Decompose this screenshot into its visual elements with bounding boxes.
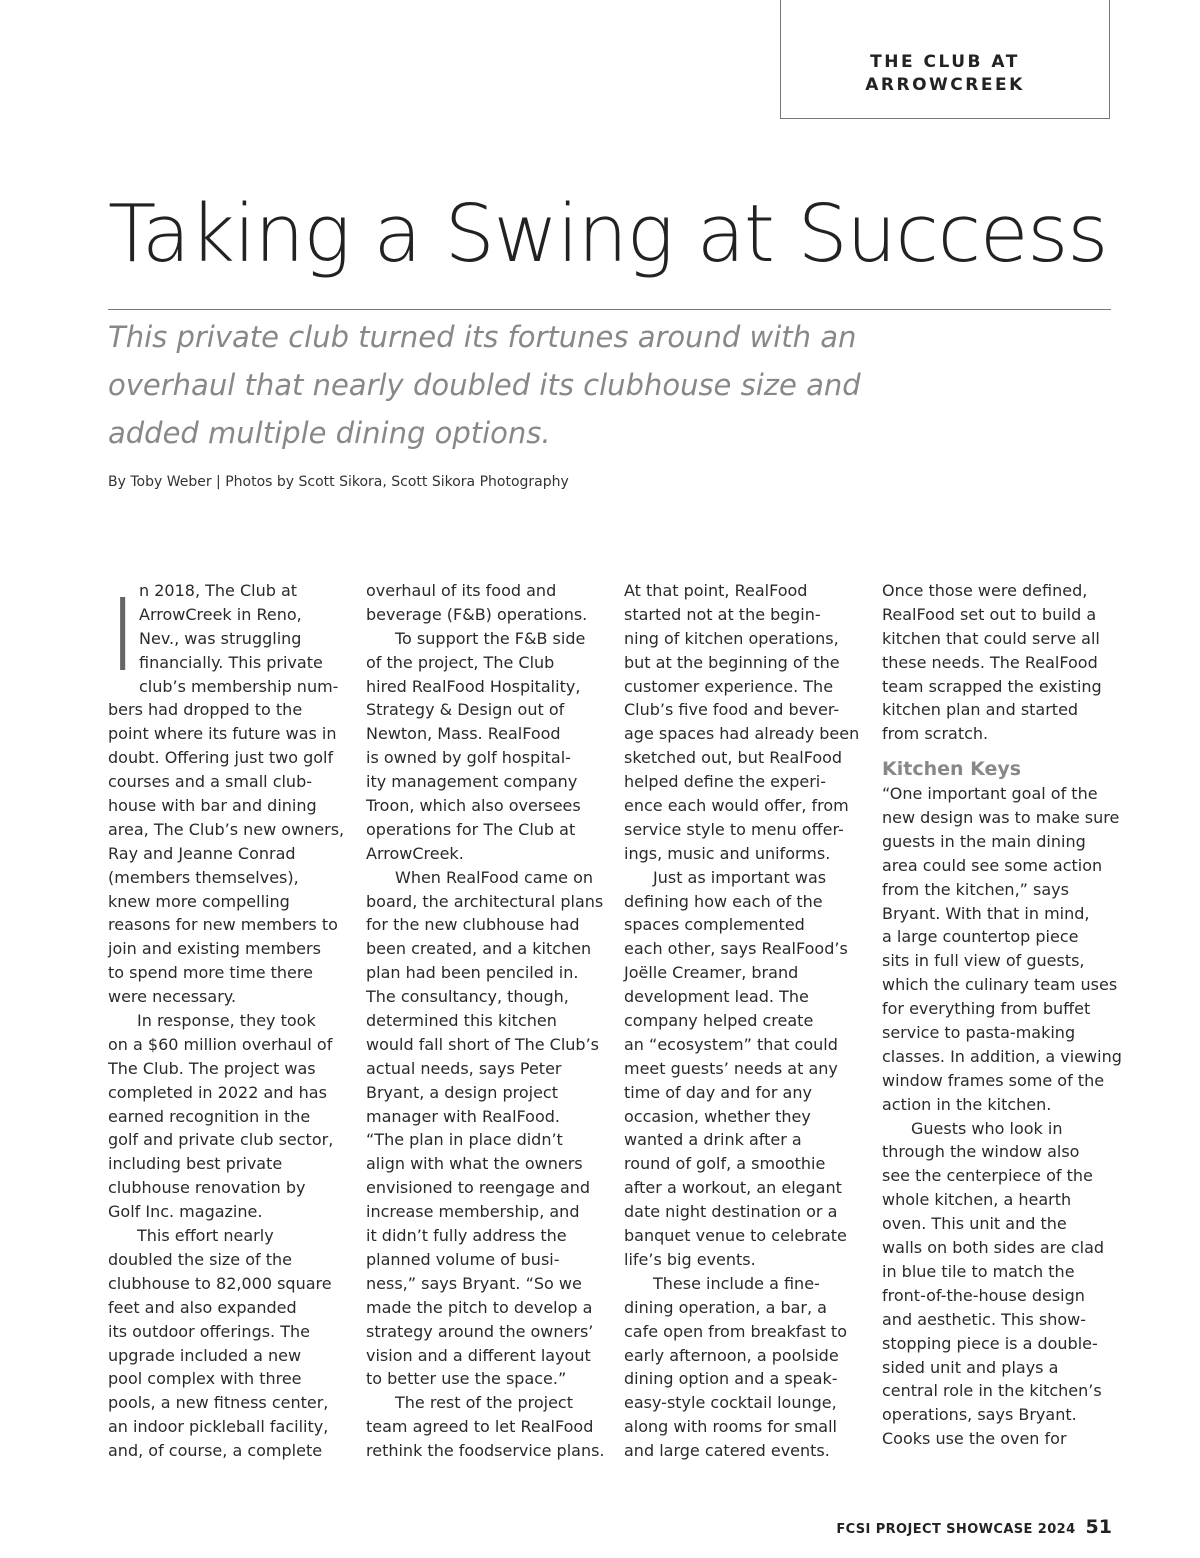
body-line: dining operation, a bar, a xyxy=(624,1297,827,1317)
body-line: of the project, The Club xyxy=(366,652,555,672)
body-line: ArrowCreek in Reno, xyxy=(139,604,302,624)
body-line: courses and a small club- xyxy=(108,772,312,792)
body-line: manager with RealFood. xyxy=(366,1106,560,1126)
drop-cap: I xyxy=(108,577,138,694)
body-line: pool complex with three xyxy=(108,1369,302,1389)
body-line: Ray and Jeanne Conrad xyxy=(108,843,296,863)
body-line: made the pitch to develop a xyxy=(366,1297,593,1317)
body-line: Joëlle Creamer, brand xyxy=(624,963,799,983)
body-line: sits in full view of guests, xyxy=(882,951,1085,971)
body-line: envisioned to reengage and xyxy=(366,1178,591,1198)
body-line: join and existing members xyxy=(108,939,321,959)
body-line: kitchen that could serve all xyxy=(882,628,1100,648)
body-line: its outdoor offerings. The xyxy=(108,1321,310,1341)
body-line: “One important goal of the xyxy=(882,784,1098,804)
body-line: plan had been penciled in. xyxy=(366,963,579,983)
body-line: dining option and a speak- xyxy=(624,1369,838,1389)
body-line: To support the F&B side xyxy=(395,628,586,648)
body-line: actual needs, says Peter xyxy=(366,1058,562,1078)
body-line: point where its future was in xyxy=(108,724,337,744)
body-line: for the new clubhouse had xyxy=(366,915,580,935)
body-line: date night destination or a xyxy=(624,1202,838,1222)
body-line: Bryant, a design project xyxy=(366,1082,558,1102)
body-line: life’s big events. xyxy=(624,1249,756,1269)
body-line: team scrapped the existing xyxy=(882,676,1102,696)
publication-name: FCSI PROJECT SHOWCASE 2024 xyxy=(836,1522,1076,1537)
body-line: to spend more time there xyxy=(108,963,313,983)
body-line: operations, says Bryant. xyxy=(882,1405,1077,1425)
body-line: The Club. The project was xyxy=(108,1058,316,1078)
body-line: upgrade included a new xyxy=(108,1345,302,1365)
body-line: sided unit and plays a xyxy=(882,1357,1059,1377)
byline: By Toby Weber | Photos by Scott Sikora, Scott Sikora Photography xyxy=(108,474,569,490)
body-line: is owned by golf hospital- xyxy=(366,748,571,768)
body-line: operations for The Club at xyxy=(366,819,576,839)
body-line: would fall short of The Club’s xyxy=(366,1034,600,1054)
body-line: banquet venue to celebrate xyxy=(624,1226,847,1246)
body-line: doubled the size of the xyxy=(108,1249,292,1269)
body-line: which the culinary team uses xyxy=(882,975,1118,995)
body-line: club’s membership num- xyxy=(139,676,339,696)
body-line: after a workout, an elegant xyxy=(624,1178,842,1198)
body-line: knew more compelling xyxy=(108,891,290,911)
body-line: defining how each of the xyxy=(624,891,823,911)
body-line: an “ecosystem” that could xyxy=(624,1034,838,1054)
body-line: area, The Club’s new owners, xyxy=(108,819,345,839)
body-line: bers had dropped to the xyxy=(108,700,303,720)
body-line: Golf Inc. magazine. xyxy=(108,1202,263,1222)
body-line: each other, says RealFood’s xyxy=(624,939,848,959)
body-line: n 2018, The Club at xyxy=(139,581,298,600)
body-line: wanted a drink after a xyxy=(624,1130,802,1150)
body-line: sketched out, but RealFood xyxy=(624,748,843,768)
body-line: along with rooms for small xyxy=(624,1417,837,1437)
page-number: 51 xyxy=(1085,1516,1112,1538)
body-line: spaces complemented xyxy=(624,915,805,935)
kitchen-keys-subhead: Kitchen Keys xyxy=(882,758,1022,781)
body-line: on a $60 million overhaul of xyxy=(108,1034,333,1054)
body-line: ning of kitchen operations, xyxy=(624,628,839,648)
body-line: and large catered events. xyxy=(624,1441,830,1461)
body-line: in blue tile to match the xyxy=(882,1261,1075,1281)
body-line: meet guests’ needs at any xyxy=(624,1058,838,1078)
body-line: early afternoon, a poolside xyxy=(624,1345,839,1365)
body-line: a large countertop piece xyxy=(882,927,1079,947)
body-line: Cooks use the oven for xyxy=(882,1429,1067,1449)
body-line: through the window also xyxy=(882,1142,1080,1162)
body-line: strategy around the owners’ xyxy=(366,1321,594,1341)
body-line: The consultancy, though, xyxy=(366,987,569,1007)
body-line: helped define the experi- xyxy=(624,772,826,792)
article-column-3 xyxy=(624,579,864,1463)
article-column-4 xyxy=(882,579,1122,1451)
deck-line: added multiple dining options. xyxy=(108,416,551,450)
body-line: Bryant. With that in mind, xyxy=(882,903,1090,923)
body-line: area could see some action xyxy=(882,855,1103,875)
body-line: and aesthetic. This show- xyxy=(882,1309,1087,1329)
page-title: Taking a Swing at Success xyxy=(108,188,1108,280)
body-line: for everything from buffet xyxy=(882,999,1091,1019)
body-line: This effort nearly xyxy=(137,1226,274,1246)
section-tag xyxy=(780,0,1110,119)
body-line: see the centerpiece of the xyxy=(882,1166,1093,1186)
body-line: easy-style cocktail lounge, xyxy=(624,1393,837,1413)
article-column-2 xyxy=(366,579,606,1463)
body-line: Once those were defined, xyxy=(882,581,1088,600)
body-line: hired RealFood Hospitality, xyxy=(366,676,581,696)
body-line: rethink the foodservice plans. xyxy=(366,1441,605,1461)
body-line: feet and also expanded xyxy=(108,1297,297,1317)
body-line: and, of course, a complete xyxy=(108,1441,323,1461)
body-line: ity management company xyxy=(366,772,578,792)
body-line: “The plan in place didn’t xyxy=(366,1130,563,1150)
body-line: ness,” says Bryant. “So we xyxy=(366,1273,582,1293)
body-line: Newton, Mass. RealFood xyxy=(366,724,561,744)
body-line: doubt. Offering just two golf xyxy=(108,748,334,768)
body-line: Guests who look in xyxy=(911,1118,1063,1138)
body-line: Nev., was struggling xyxy=(139,628,302,648)
page-footer xyxy=(836,1516,1112,1538)
body-line: action in the kitchen. xyxy=(882,1094,1052,1114)
body-line: stopping piece is a double- xyxy=(882,1333,1098,1353)
body-line: kitchen plan and started xyxy=(882,700,1079,720)
body-line: to better use the space.” xyxy=(366,1369,567,1389)
body-line: completed in 2022 and has xyxy=(108,1082,327,1102)
body-line: from scratch. xyxy=(882,724,989,744)
body-line: but at the beginning of the xyxy=(624,652,840,672)
body-line: were necessary. xyxy=(108,987,237,1007)
body-line: it didn’t fully address the xyxy=(366,1226,567,1246)
body-line: age spaces had already been xyxy=(624,724,860,744)
body-line: ArrowCreek. xyxy=(366,843,464,863)
deck-line: overhaul that nearly doubled its clubhouse size and xyxy=(108,368,861,402)
body-line: clubhouse renovation by xyxy=(108,1178,306,1198)
body-line: Club’s five food and bever- xyxy=(624,700,840,720)
body-line: these needs. The RealFood xyxy=(882,652,1098,672)
body-line: ence each would offer, from xyxy=(624,796,849,816)
body-line: When RealFood came on xyxy=(395,867,594,887)
body-line: service style to menu offer- xyxy=(624,819,844,839)
body-line: The rest of the project xyxy=(395,1393,573,1413)
body-line: earned recognition in the xyxy=(108,1106,311,1126)
body-line: time of day and for any xyxy=(624,1082,812,1102)
body-line: guests in the main dining xyxy=(882,831,1086,851)
section-tag-line1: THE CLUB AT xyxy=(870,52,1020,72)
body-line: Just as important was xyxy=(653,867,827,887)
body-line: RealFood set out to build a xyxy=(882,604,1097,624)
article-deck xyxy=(108,313,908,457)
body-line: company helped create xyxy=(624,1011,814,1031)
body-line: front-of-the-house design xyxy=(882,1285,1085,1305)
body-line: development lead. The xyxy=(624,987,809,1007)
body-line: golf and private club sector, xyxy=(108,1130,334,1150)
body-line: central role in the kitchen’s xyxy=(882,1381,1102,1401)
deck-line: This private club turned its fortunes around with an xyxy=(108,320,857,354)
body-line: overhaul of its food and xyxy=(366,581,557,600)
body-line: walls on both sides are clad xyxy=(882,1238,1105,1258)
body-line: planned volume of busi- xyxy=(366,1249,560,1269)
body-line: pools, a new fitness center, xyxy=(108,1393,329,1413)
body-line: an indoor pickleball facility, xyxy=(108,1417,329,1437)
body-line: service to pasta-making xyxy=(882,1023,1076,1043)
body-line: vision and a different layout xyxy=(366,1345,591,1365)
body-line: (members themselves), xyxy=(108,867,299,887)
body-line: beverage (F&B) operations. xyxy=(366,604,588,624)
body-line: ings, music and uniforms. xyxy=(624,843,831,863)
body-line: reasons for new members to xyxy=(108,915,338,935)
body-line: team agreed to let RealFood xyxy=(366,1417,594,1437)
body-line: These include a fine- xyxy=(653,1273,820,1293)
body-line: At that point, RealFood xyxy=(624,581,808,600)
body-line: increase membership, and xyxy=(366,1202,580,1222)
body-line: occasion, whether they xyxy=(624,1106,811,1126)
body-line: window frames some of the xyxy=(882,1070,1105,1090)
body-line: round of golf, a smoothie xyxy=(624,1154,826,1174)
body-line: including best private xyxy=(108,1154,283,1174)
body-line: house with bar and dining xyxy=(108,796,317,816)
article-column-1 xyxy=(108,579,348,1463)
body-line: Troon, which also oversees xyxy=(366,796,581,816)
body-line: clubhouse to 82,000 square xyxy=(108,1273,332,1293)
body-line: started not at the begin- xyxy=(624,604,821,624)
title-divider xyxy=(108,309,1111,310)
body-line: board, the architectural plans xyxy=(366,891,604,911)
body-line: Strategy & Design out of xyxy=(366,700,565,720)
body-line: determined this kitchen xyxy=(366,1011,557,1031)
body-line: been created, and a kitchen xyxy=(366,939,592,959)
body-line: new design was to make sure xyxy=(882,808,1120,828)
body-line: whole kitchen, a hearth xyxy=(882,1190,1072,1210)
body-line: classes. In addition, a viewing xyxy=(882,1046,1122,1066)
body-line: align with what the owners xyxy=(366,1154,583,1174)
body-line: customer experience. The xyxy=(624,676,834,696)
body-line: oven. This unit and the xyxy=(882,1214,1067,1234)
body-line: from the kitchen,” says xyxy=(882,879,1069,899)
section-tag-line2: ARROWCREEK xyxy=(865,75,1025,95)
body-line: cafe open from breakfast to xyxy=(624,1321,847,1341)
body-line: In response, they took xyxy=(137,1011,316,1031)
body-line: financially. This private xyxy=(139,652,323,672)
